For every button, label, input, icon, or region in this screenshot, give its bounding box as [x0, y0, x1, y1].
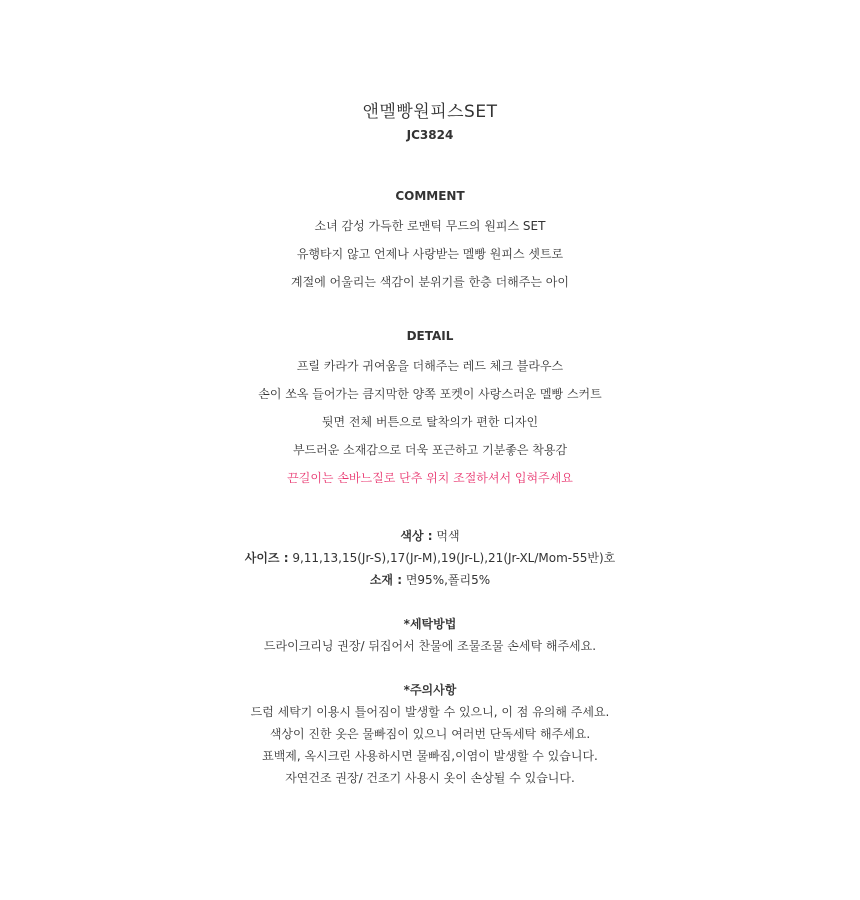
- caution-line: 색상이 진한 옷은 물빠짐이 있으니 여러번 단독세탁 해주세요.: [269, 727, 591, 741]
- product-title: 앤멜빵원피스SET: [362, 102, 498, 122]
- comment-heading: COMMENT: [395, 189, 465, 203]
- caution-heading: *주의사항: [403, 683, 457, 697]
- washing-line: 드라이크리닝 권장/ 뒤집어서 찬물에 조물조물 손세탁 해주세요.: [263, 639, 597, 653]
- caution-line: 드럼 세탁기 이용시 틀어짐이 발생할 수 있으니, 이 점 유의해 주세요.: [250, 705, 610, 719]
- washing-heading: *세탁방법: [403, 617, 457, 631]
- detail-line: 손이 쏘옥 들어가는 큼지막한 양쪽 포켓이 사랑스러운 멜빵 스커트: [258, 387, 602, 401]
- spec-material-label: 소재 :: [369, 573, 403, 587]
- spec-color: [0, 527, 860, 544]
- caution-line: 표백제, 옥시크린 사용하시면 물빠짐,이염이 발생할 수 있습니다.: [262, 749, 598, 763]
- detail-line: 프릴 카라가 귀여움을 더해주는 레드 체크 블라우스: [296, 359, 564, 373]
- detail-line: 뒷면 전체 버튼으로 탈착의가 편한 디자인: [321, 415, 539, 429]
- detail-heading: DETAIL: [406, 329, 454, 343]
- detail-highlight-line: 끈길이는 손바느질로 단추 위치 조절하셔서 입혀주세요: [287, 471, 573, 485]
- comment-line: 계절에 어울리는 색감이 분위기를 한층 더해주는 아이: [291, 275, 569, 289]
- comment-line: 소녀 감성 가득한 로맨틱 무드의 원피스 SET: [314, 219, 546, 233]
- comment-line: 유행타지 않고 언제나 사랑받는 멜빵 원피스 셋트로: [296, 247, 564, 261]
- caution-line: 자연건조 권장/ 건조기 사용시 옷이 손상될 수 있습니다.: [285, 771, 575, 785]
- spec-color-value: 먹색: [432, 529, 460, 543]
- detail-line: 부드러운 소재감으로 더욱 포근하고 기분좋은 착용감: [292, 443, 568, 457]
- spec-material-value: 면95%,폴리5%: [402, 573, 491, 587]
- spec-material: [0, 571, 860, 588]
- spec-size: [0, 549, 860, 566]
- spec-size-value: 9,11,13,15(Jr-S),17(Jr-M),19(Jr-L),21(Jr-XL/Mom-55반)호: [288, 551, 616, 565]
- spec-color-label: 색상 :: [400, 529, 433, 543]
- spec-size-label: 사이즈 :: [244, 551, 289, 565]
- product-code: JC3824: [406, 128, 454, 142]
